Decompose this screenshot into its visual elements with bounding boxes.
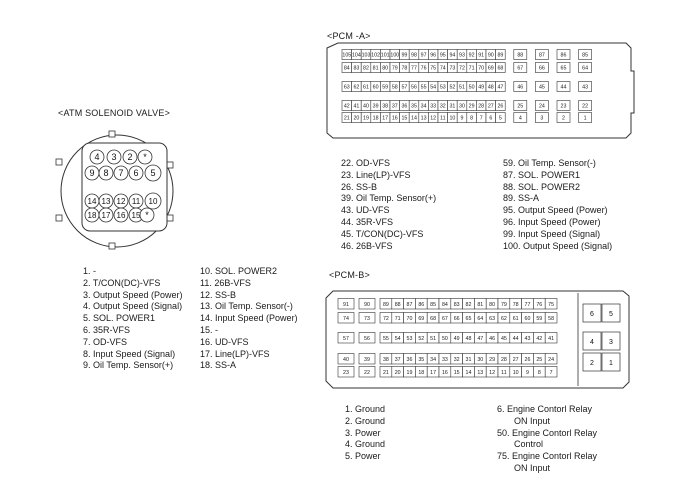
pcm-b-power-pin-label: 1 (609, 360, 613, 367)
pcm-b-pin-label: 89 (382, 301, 389, 308)
pin-entry: 96. Input Speed (Power) (503, 216, 601, 227)
pcm-b-pin-label: 84 (441, 301, 448, 308)
pcm-b-pin-label: 73 (364, 315, 370, 322)
pcm-b-pin-label: 49 (453, 335, 460, 342)
atm-pin-label: 4 (94, 152, 100, 163)
pcm-b-pin-label: 75 (548, 301, 555, 308)
pcm-a-pin-label: 52 (449, 84, 456, 91)
pin-entry: 4. Ground (345, 439, 386, 450)
pcm-b-pin-label: 33 (441, 356, 448, 363)
pin-entry: 18. SS-A (200, 360, 237, 371)
pin-entry: 89. SS-A (503, 193, 540, 204)
pin-entry: 6. Engine Contorl Relay (497, 404, 593, 414)
atm-pin-label: 7 (118, 168, 124, 179)
pcm-b-pin-label: 78 (512, 301, 519, 308)
pcm-b-pin-label: 28 (500, 356, 507, 363)
pcm-b-pin-label: 17 (430, 369, 437, 376)
pcm-b-pin-label: 64 (477, 315, 484, 322)
pcm-b-pin-label: 76 (536, 301, 543, 308)
pcm-a-title: <PCM -A> (327, 31, 371, 41)
atm-pin-label: * (143, 152, 147, 163)
pcm-a-pin-label: 89 (497, 52, 504, 59)
pcm-b-power-pin-label: 2 (590, 360, 594, 367)
atm-pin-label: 8 (103, 168, 109, 179)
pcm-a-pin-label: 20 (353, 115, 360, 122)
pcm-a-pin-label: 30 (459, 103, 465, 110)
pcm-b-pin-label: 22 (364, 369, 370, 376)
pcm-a-pin-label: 92 (468, 52, 475, 59)
pcm-b-pin-label: 90 (364, 301, 370, 308)
pcm-b-pin-label: 85 (430, 301, 437, 308)
pcm-a-pin-label: 91 (478, 52, 485, 59)
pin-entry: 2. Ground (345, 415, 386, 426)
atm-pin-label: 17 (101, 211, 111, 221)
atm-pin-label: * (145, 210, 149, 221)
pcm-b-pin-label: 9 (526, 369, 529, 376)
pcm-b-pin-label: 19 (406, 369, 413, 376)
pcm-a-pin-label: 40 (363, 103, 369, 110)
pcm-b-pin-label: 55 (382, 335, 389, 342)
pcm-a-pin-label: 14 (411, 115, 417, 122)
pin-entry: 13. Oil Temp. Sensor(-) (200, 301, 293, 312)
pcm-a-pin-label: 60 (372, 84, 379, 91)
pcm-b-pin-label: 91 (343, 301, 349, 308)
pcm-b-pin-label: 52 (418, 335, 425, 342)
atm-pin-label: 18 (87, 211, 97, 221)
pcm-a-pin-label: 77 (411, 65, 417, 72)
pcm-b-pin-label: 47 (477, 335, 484, 342)
pcm-a-pin-label: 57 (401, 84, 408, 91)
pcm-a-pin-label: 70 (478, 65, 485, 72)
pin-entry: 5. Power (345, 451, 381, 462)
pin-entry: 46. 26B-VFS (341, 240, 393, 251)
pcm-a-pin-label: 6 (489, 115, 493, 122)
pin-entry: 3. Power (345, 427, 381, 438)
pcm-b-pin-label: 81 (477, 301, 484, 308)
pcm-a-pin-label: 62 (353, 84, 360, 91)
pin-entry: 17. Line(LP)-VFS (200, 348, 270, 359)
pcm-b-pin-label: 41 (548, 335, 555, 342)
pcm-a-pin-label: 69 (487, 65, 494, 72)
pcm-b-pin-label: 69 (418, 315, 425, 322)
pcm-a-pin-label: 59 (382, 84, 389, 91)
pcm-a-pin-label: 24 (538, 103, 545, 110)
atm-pin-label: 16 (116, 211, 126, 221)
pcm-a-pin-label: 55 (420, 84, 427, 91)
pcm-a-pin-label: 46 (517, 84, 524, 91)
pcm-a-pin-label: 3 (540, 115, 544, 122)
pcm-a-pin-label: 82 (363, 65, 369, 72)
atm-pin-label: 13 (101, 197, 111, 207)
pcm-b-pin-label: 36 (406, 356, 413, 363)
pcm-b-pin-label: 23 (343, 369, 349, 376)
pcm-a-pin-label: 23 (560, 103, 567, 110)
pcm-a-pin-label: 1 (583, 115, 587, 122)
pcm-b-pin-label: 11 (501, 369, 507, 376)
pcm-b-pin-label: 72 (382, 315, 389, 322)
pcm-b-pin-label: 53 (406, 335, 413, 342)
pcm-a-pin-label: 29 (468, 103, 475, 110)
pcm-b-power-pin-label: 6 (590, 311, 594, 318)
pcm-b-pin-label: 29 (489, 356, 496, 363)
pcm-a-pin-label: 102 (371, 52, 381, 59)
pcm-a-pin-label: 88 (517, 52, 524, 59)
pcm-a-pin-label: 42 (343, 103, 350, 110)
pcm-a-pin-label: 93 (459, 52, 465, 59)
pcm-b-pin-label: 86 (418, 301, 425, 308)
pcm-b-pin-label: 83 (453, 301, 460, 308)
pcm-b-pin-label: 44 (512, 335, 519, 342)
pcm-b-pin-label: 67 (441, 315, 448, 322)
pin-entry: Control (514, 439, 544, 450)
pcm-b-pin-label: 15 (453, 369, 460, 376)
pin-entry: 22. OD-VFS (341, 158, 391, 168)
pin-entry: 9. Oil Temp. Sensor(+) (83, 360, 174, 371)
atm-pin-label: 2 (127, 152, 133, 163)
pcm-a-pin-label: 11 (440, 115, 446, 122)
pin-entry: ON Input (514, 415, 551, 426)
pcm-a-pin-label: 66 (538, 65, 545, 72)
pcm-b-pin-label: 35 (418, 356, 425, 363)
pin-entry: 4. Output Speed (Signal) (83, 301, 183, 312)
pcm-a-pin-label: 76 (420, 65, 427, 72)
pcm-a-pin-label: 56 (411, 84, 417, 91)
pcm-a-pin-label: 49 (478, 84, 485, 91)
pcm-a-pin-label: 15 (401, 115, 408, 122)
pcm-a-pin-label: 105 (342, 52, 352, 59)
pcm-b-pin-label: 24 (548, 356, 555, 363)
pin-entry: 11. 26B-VFS (200, 277, 251, 288)
pcm-a-pin-label: 4 (518, 115, 522, 122)
pin-entry: 59. Oil Temp. Sensor(-) (503, 158, 596, 168)
pcm-b-pin-label: 26 (524, 356, 531, 363)
pcm-b-pin-label: 20 (394, 369, 401, 376)
pcm-b-pin-label: 57 (343, 335, 349, 342)
pcm-b-pin-label: 60 (524, 315, 531, 322)
pcm-b-pin-label: 43 (524, 335, 531, 342)
pin-entry: 44. 35R-VFS (341, 216, 394, 227)
pcm-a-pin-label: 67 (517, 65, 524, 72)
pin-entry: 16. UD-VFS (200, 336, 249, 347)
pcm-b-pin-label: 18 (418, 369, 425, 376)
pcm-a-pin-label: 83 (353, 65, 360, 72)
pcm-a-pin-label: 101 (380, 52, 390, 59)
pcm-a-pin-label: 51 (459, 84, 465, 91)
pcm-a-pin-label: 100 (390, 52, 400, 59)
pcm-b-pin-label: 21 (382, 369, 389, 376)
pin-entry: 50. Engine Contorl Relay (497, 427, 598, 438)
pcm-b-pin-label: 68 (430, 315, 437, 322)
pcm-a-pin-label: 97 (420, 52, 427, 59)
pcm-b-pin-label: 79 (500, 301, 507, 308)
pin-entry: 99. Input Speed (Signal) (503, 228, 601, 239)
pcm-b-power-pin-label: 4 (590, 339, 594, 346)
pin-entry: 3. Output Speed (Power) (83, 289, 183, 300)
pin-entry: 45. T/CON(DC)-VFS (341, 228, 424, 239)
pcm-a-pin-label: 73 (449, 65, 456, 72)
pcm-a-pin-label: 43 (582, 84, 589, 91)
pcm-a-pin-label: 13 (420, 115, 427, 122)
pcm-a-pin-label: 48 (487, 84, 494, 91)
pin-entry: 43. UD-VFS (341, 205, 390, 216)
pcm-a-pin-label: 80 (382, 65, 389, 72)
pcm-b-pin-label: 39 (364, 356, 370, 363)
pcm-b-pin-list-col2 (497, 404, 597, 475)
pin-entry: 15. - (200, 324, 219, 335)
pcm-a-pin-label: 22 (582, 103, 589, 110)
pcm-b-pin-label: 34 (430, 356, 437, 363)
pcm-b-pin-label: 31 (465, 356, 472, 363)
pcm-a-pin-label: 47 (497, 84, 504, 91)
pcm-a-pin-label: 33 (430, 103, 437, 110)
pcm-b-pin-label: 14 (465, 369, 472, 376)
pin-entry: 1. - (83, 266, 97, 276)
atm-pin-label: 5 (150, 168, 156, 179)
pcm-a-pin-label: 65 (560, 65, 567, 72)
pcm-a-pin-label: 71 (468, 65, 475, 72)
pcm-b-pin-label: 88 (394, 301, 401, 308)
pcm-a-pin-label: 18 (372, 115, 379, 122)
pcm-b-pin-label: 63 (489, 315, 496, 322)
pcm-a-pin-label: 10 (449, 115, 456, 122)
pcm-a-pin-label: 81 (372, 65, 379, 72)
pcm-b-pin-label: 10 (512, 369, 519, 376)
pcm-a-pin-label: 98 (411, 52, 417, 59)
pcm-a-pin-label: 104 (351, 52, 361, 59)
pcm-b-pin-label: 77 (524, 301, 531, 308)
pcm-a-pin-label: 5 (498, 115, 502, 122)
pcm-a-pin-label: 21 (343, 115, 350, 122)
pcm-a-pin-label: 45 (538, 84, 545, 91)
pcm-a-pin-label: 38 (382, 103, 389, 110)
pin-entry: 1. Ground (345, 404, 386, 414)
pin-entry: 5. SOL. POWER1 (83, 313, 156, 324)
pcm-b-pin-label: 62 (500, 315, 507, 322)
pin-entry: 95. Output Speed (Power) (503, 205, 608, 216)
pcm-a-pin-label: 75 (430, 65, 437, 72)
pcm-a-pin-label: 58 (391, 84, 398, 91)
atm-pin-label: 9 (89, 168, 95, 179)
pcm-a-pin-label: 34 (420, 103, 427, 110)
pcm-a-pin-label: 63 (343, 84, 350, 91)
pcm-a-pin-label: 95 (439, 52, 446, 59)
atm-pin-label: 15 (131, 211, 141, 221)
pin-entry: 10. SOL. POWER2 (200, 266, 278, 276)
pcm-a-pin-label: 85 (582, 52, 589, 59)
pcm-b-pin-label: 56 (364, 335, 370, 342)
pin-entry: 8. Input Speed (Signal) (83, 348, 176, 359)
atm-pin-label: 6 (133, 168, 139, 179)
pcm-a-pin-label: 16 (391, 115, 398, 122)
atm-pin-label: 12 (116, 197, 126, 207)
pcm-b-pin-label: 32 (453, 356, 460, 363)
pcm-b-pin-label: 70 (406, 315, 413, 322)
atm-solenoid-title: <ATM SOLENOID VALVE> (58, 108, 171, 118)
pin-entry: 2. T/CON(DC)-VFS (83, 277, 161, 288)
pcm-a-pin-label: 74 (439, 65, 446, 72)
pin-entry: ON Input (514, 462, 551, 473)
pcm-b-pin-label: 87 (406, 301, 413, 308)
pcm-b-pin-label: 38 (382, 356, 389, 363)
pcm-b-pin-label: 54 (394, 335, 401, 342)
pcm-a-pin-label: 68 (497, 65, 504, 72)
pcm-a-pin-label: 12 (430, 115, 437, 122)
pin-entry: 26. SS-B (341, 181, 378, 192)
pin-entry: 87. SOL. POWER1 (503, 169, 581, 180)
pcm-a-pin-label: 64 (582, 65, 589, 72)
atm-pin-label: 10 (148, 197, 158, 207)
pin-entry: 7. OD-VFS (83, 336, 128, 347)
pcm-b-pin-label: 80 (489, 301, 496, 308)
pcm-b-pin-label: 25 (536, 356, 543, 363)
pcm-b-pin-label: 46 (489, 335, 496, 342)
pcm-a-pin-label: 7 (479, 115, 483, 122)
pcm-b-pin-label: 71 (394, 315, 401, 322)
pcm-a-pin-label: 19 (363, 115, 369, 122)
pcm-a-pin-label: 99 (401, 52, 408, 59)
pcm-b-pin-label: 16 (441, 369, 448, 376)
pin-entry: 14. Input Speed (Power) (200, 313, 298, 324)
pcm-a-pin-label: 32 (439, 103, 446, 110)
pcm-a-pin-label: 27 (487, 103, 494, 110)
atm-pin-label: 14 (87, 197, 97, 207)
pcm-b-pin-label: 74 (343, 315, 349, 322)
pin-entry: 23. Line(LP)-VFS (341, 169, 411, 180)
pcm-b-pin-label: 82 (465, 301, 472, 308)
pcm-a-pin-label: 26 (497, 103, 504, 110)
atm-pin-label: 3 (111, 152, 117, 163)
pcm-a-pin-label: 28 (478, 103, 485, 110)
pcm-a-pin-label: 37 (391, 103, 398, 110)
pcm-b-pin-label: 30 (477, 356, 484, 363)
pcm-a-pin-label: 94 (449, 52, 456, 59)
pcm-a-pin-label: 103 (361, 52, 371, 59)
pin-entry: 6. 35R-VFS (83, 324, 131, 335)
pcm-b-pin-label: 13 (477, 369, 484, 376)
pin-entry: 12. SS-B (200, 289, 237, 300)
pcm-b-pin-label: 51 (430, 335, 437, 342)
pcm-a-pin-label: 17 (382, 115, 389, 122)
pcm-a-pin-label: 50 (468, 84, 475, 91)
pcm-b-pin-label: 45 (500, 335, 507, 342)
pcm-b-pin-label: 50 (441, 335, 448, 342)
pcm-a-pin-label: 31 (449, 103, 456, 110)
pin-entry: 39. Oil Temp. Sensor(+) (341, 193, 437, 204)
pcm-b-pin-label: 27 (512, 356, 519, 363)
pcm-b-pin-label: 42 (536, 335, 543, 342)
pcm-a-pin-label: 36 (401, 103, 408, 110)
pcm-b-pin-list-col1 (345, 404, 385, 463)
pcm-b-pin-label: 12 (489, 369, 496, 376)
pcm-a-pin-label: 86 (560, 52, 567, 59)
pcm-a-pin-label: 84 (343, 65, 350, 72)
pin-entry: 88. SOL. POWER2 (503, 181, 581, 192)
pcm-a-pin-label: 79 (391, 65, 398, 72)
pin-entry: 75. Engine Contorl Relay (497, 451, 598, 462)
pcm-a-pin-label: 54 (430, 84, 437, 91)
atm-pin-label: 11 (131, 197, 141, 207)
pcm-a-pin-label: 25 (517, 103, 524, 110)
pcm-a-pin-label: 39 (372, 103, 379, 110)
pcm-a-pin-label: 61 (363, 84, 369, 91)
pcm-b-pin-label: 58 (548, 315, 555, 322)
pcm-a-pin-label: 8 (470, 115, 474, 122)
pcm-b-power-pin-label: 3 (609, 339, 613, 346)
pcm-b-pin-label: 66 (453, 315, 460, 322)
pcm-a-pin-label: 41 (353, 103, 360, 110)
pcm-a-pin-label: 35 (411, 103, 417, 110)
pcm-b-pin-label: 48 (465, 335, 472, 342)
pcm-a-pin-label: 87 (538, 52, 545, 59)
pcm-b-pin-label: 59 (536, 315, 543, 322)
pcm-a-pin-label: 90 (487, 52, 494, 59)
pcm-b-pin-label: 8 (537, 369, 541, 376)
pcm-b-pin-label: 37 (394, 356, 401, 363)
pcm-a-pin-label: 53 (439, 84, 446, 91)
pcm-b-pin-label: 65 (465, 315, 472, 322)
pcm-a-pin-label: 9 (460, 115, 464, 122)
pin-entry: 100. Output Speed (Signal) (503, 240, 613, 251)
pcm-a-pin-label: 72 (459, 65, 465, 72)
pcm-b-power-pin-label: 5 (609, 311, 613, 318)
pcm-b-title: <PCM-B> (329, 270, 370, 280)
pcm-b-pin-label: 40 (343, 356, 349, 363)
pcm-a-pin-label: 2 (562, 115, 565, 122)
pcm-b-pin-label: 7 (549, 369, 553, 376)
pcm-a-pin-label: 44 (560, 84, 567, 91)
pcm-a-pin-label: 78 (401, 65, 408, 72)
pcm-b-pin-label: 61 (512, 315, 519, 322)
pcm-a-pin-label: 96 (430, 52, 437, 59)
